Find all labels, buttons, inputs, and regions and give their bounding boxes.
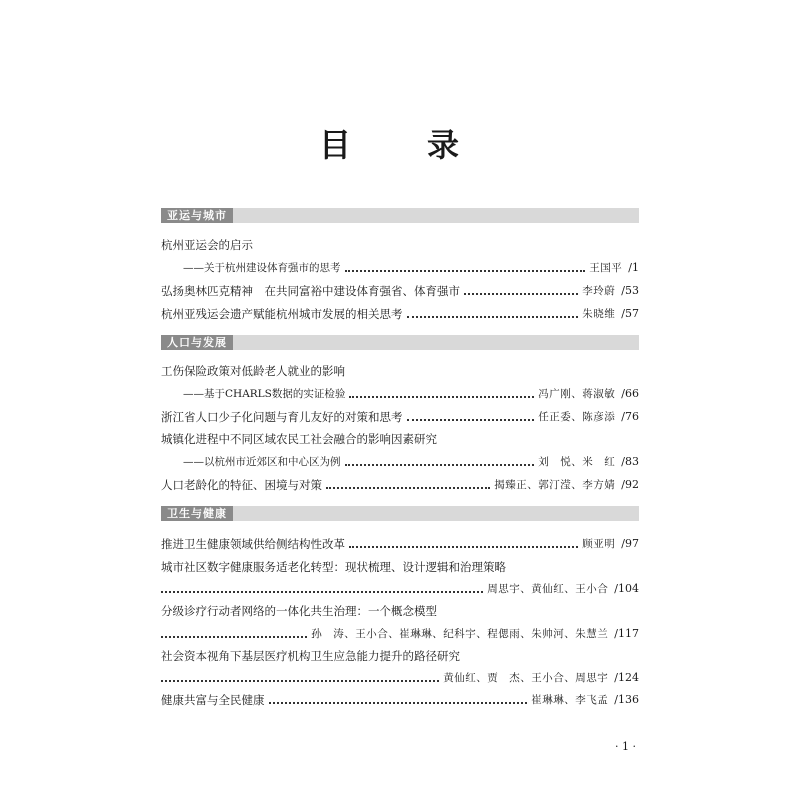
entry-page: /57: [621, 307, 639, 320]
entry-author: 崔琳琳、李飞孟: [531, 694, 609, 706]
leader-dots: [345, 464, 535, 466]
leader-dots: [161, 591, 483, 593]
toc-entry[interactable]: [161, 430, 639, 448]
section-header: [161, 506, 639, 521]
toc-entry[interactable]: [161, 580, 639, 598]
section-header: [161, 208, 639, 223]
entry-author: 冯广刚、蒋淑敏: [538, 388, 616, 400]
section-label: 亚运与城市: [161, 208, 233, 223]
entry-subtitle: ——基于CHARLS数据的实证检验: [183, 388, 346, 400]
entry-author: 李玲蔚: [582, 285, 616, 297]
entry-title: 浙江省人口少子化问题与育儿友好的对策和思考: [161, 410, 403, 424]
entry-title: 社会资本视角下基层医疗机构卫生应急能力提升的路径研究: [161, 649, 460, 663]
entry-author: 王国平: [589, 262, 623, 274]
entry-page: /124: [614, 671, 639, 684]
entry-page: /117: [614, 627, 639, 640]
toc-entry[interactable]: [161, 385, 639, 403]
toc-entry[interactable]: [161, 282, 639, 300]
entry-title: 分级诊疗行动者网络的一体化共生治理：一个概念模型: [161, 604, 437, 618]
page-number: · 1 ·: [615, 740, 636, 753]
leader-dots: [345, 270, 586, 272]
toc-entry[interactable]: [161, 305, 639, 323]
toc-entry[interactable]: [161, 647, 639, 665]
leader-dots: [464, 293, 578, 295]
section-label: 人口与发展: [161, 335, 233, 350]
section-label: 卫生与健康: [161, 506, 233, 521]
entry-author: 顾亚明: [582, 538, 616, 550]
entry-subtitle: ——以杭州市近郊区和中心区为例: [183, 456, 341, 468]
entry-title: 杭州亚运会的启示: [161, 238, 253, 252]
toc-entry[interactable]: [161, 669, 639, 687]
entry-title: 工伤保险政策对低龄老人就业的影响: [161, 364, 345, 378]
entry-title: 健康共富与全民健康: [161, 693, 265, 707]
entry-author: 周思宇、黄仙红、王小合: [487, 583, 609, 595]
leader-dots: [161, 680, 439, 682]
toc-entry[interactable]: [161, 602, 639, 620]
entry-author: 黄仙红、贾 杰、王小合、周思宇: [443, 672, 609, 684]
toc-entry[interactable]: [161, 362, 639, 380]
entry-page: /53: [621, 284, 639, 297]
entry-page: /104: [614, 582, 639, 595]
leader-dots: [407, 316, 579, 318]
entry-author: 任正委、陈彦添: [538, 411, 616, 423]
entry-author: 揭臻正、郭汀滢、李方婧: [494, 479, 616, 491]
entry-page: /76: [621, 410, 639, 423]
entry-title: 杭州亚残运会遗产赋能杭州城市发展的相关思考: [161, 307, 403, 321]
toc-entry[interactable]: [161, 259, 639, 277]
toc-entry[interactable]: [161, 625, 639, 643]
entry-page: /66: [621, 387, 639, 400]
section-header: [161, 335, 639, 350]
toc-entry[interactable]: [161, 558, 639, 576]
entry-author: 孙 涛、王小合、崔琳琳、纪科宇、程偲雨、朱帅河、朱慧兰: [311, 628, 609, 640]
entry-title: 城市社区数字健康服务适老化转型：现状梳理、设计逻辑和治理策略: [161, 560, 506, 574]
entry-author: 朱晓维: [582, 308, 616, 320]
page-title: 目 录: [318, 126, 481, 164]
toc-entry[interactable]: [161, 408, 639, 426]
entry-page: /97: [621, 537, 639, 550]
toc-entry[interactable]: [161, 691, 639, 709]
entry-page: /136: [614, 693, 639, 706]
leader-dots: [349, 546, 578, 548]
entry-page: /92: [621, 478, 639, 491]
entry-page: /83: [621, 455, 639, 468]
entry-title: 推进卫生健康领域供给侧结构性改革: [161, 537, 345, 551]
toc-entry[interactable]: [161, 535, 639, 553]
toc-entry[interactable]: [161, 476, 639, 494]
leader-dots: [269, 702, 528, 704]
leader-dots: [407, 419, 535, 421]
leader-dots: [349, 396, 534, 398]
toc-entry[interactable]: [161, 236, 639, 254]
entry-title: 城镇化进程中不同区域农民工社会融合的影响因素研究: [161, 432, 437, 446]
entry-page: /1: [628, 261, 639, 274]
toc-entry[interactable]: [161, 453, 639, 471]
leader-dots: [161, 636, 307, 638]
leader-dots: [326, 487, 490, 489]
entry-title: 人口老龄化的特征、困境与对策: [161, 478, 322, 492]
entry-author: 刘 悦、米 红: [538, 456, 616, 468]
entry-title: 弘扬奥林匹克精神 在共同富裕中建设体育强省、体育强市: [161, 284, 460, 298]
entry-subtitle: ——关于杭州建设体育强市的思考: [183, 262, 341, 274]
